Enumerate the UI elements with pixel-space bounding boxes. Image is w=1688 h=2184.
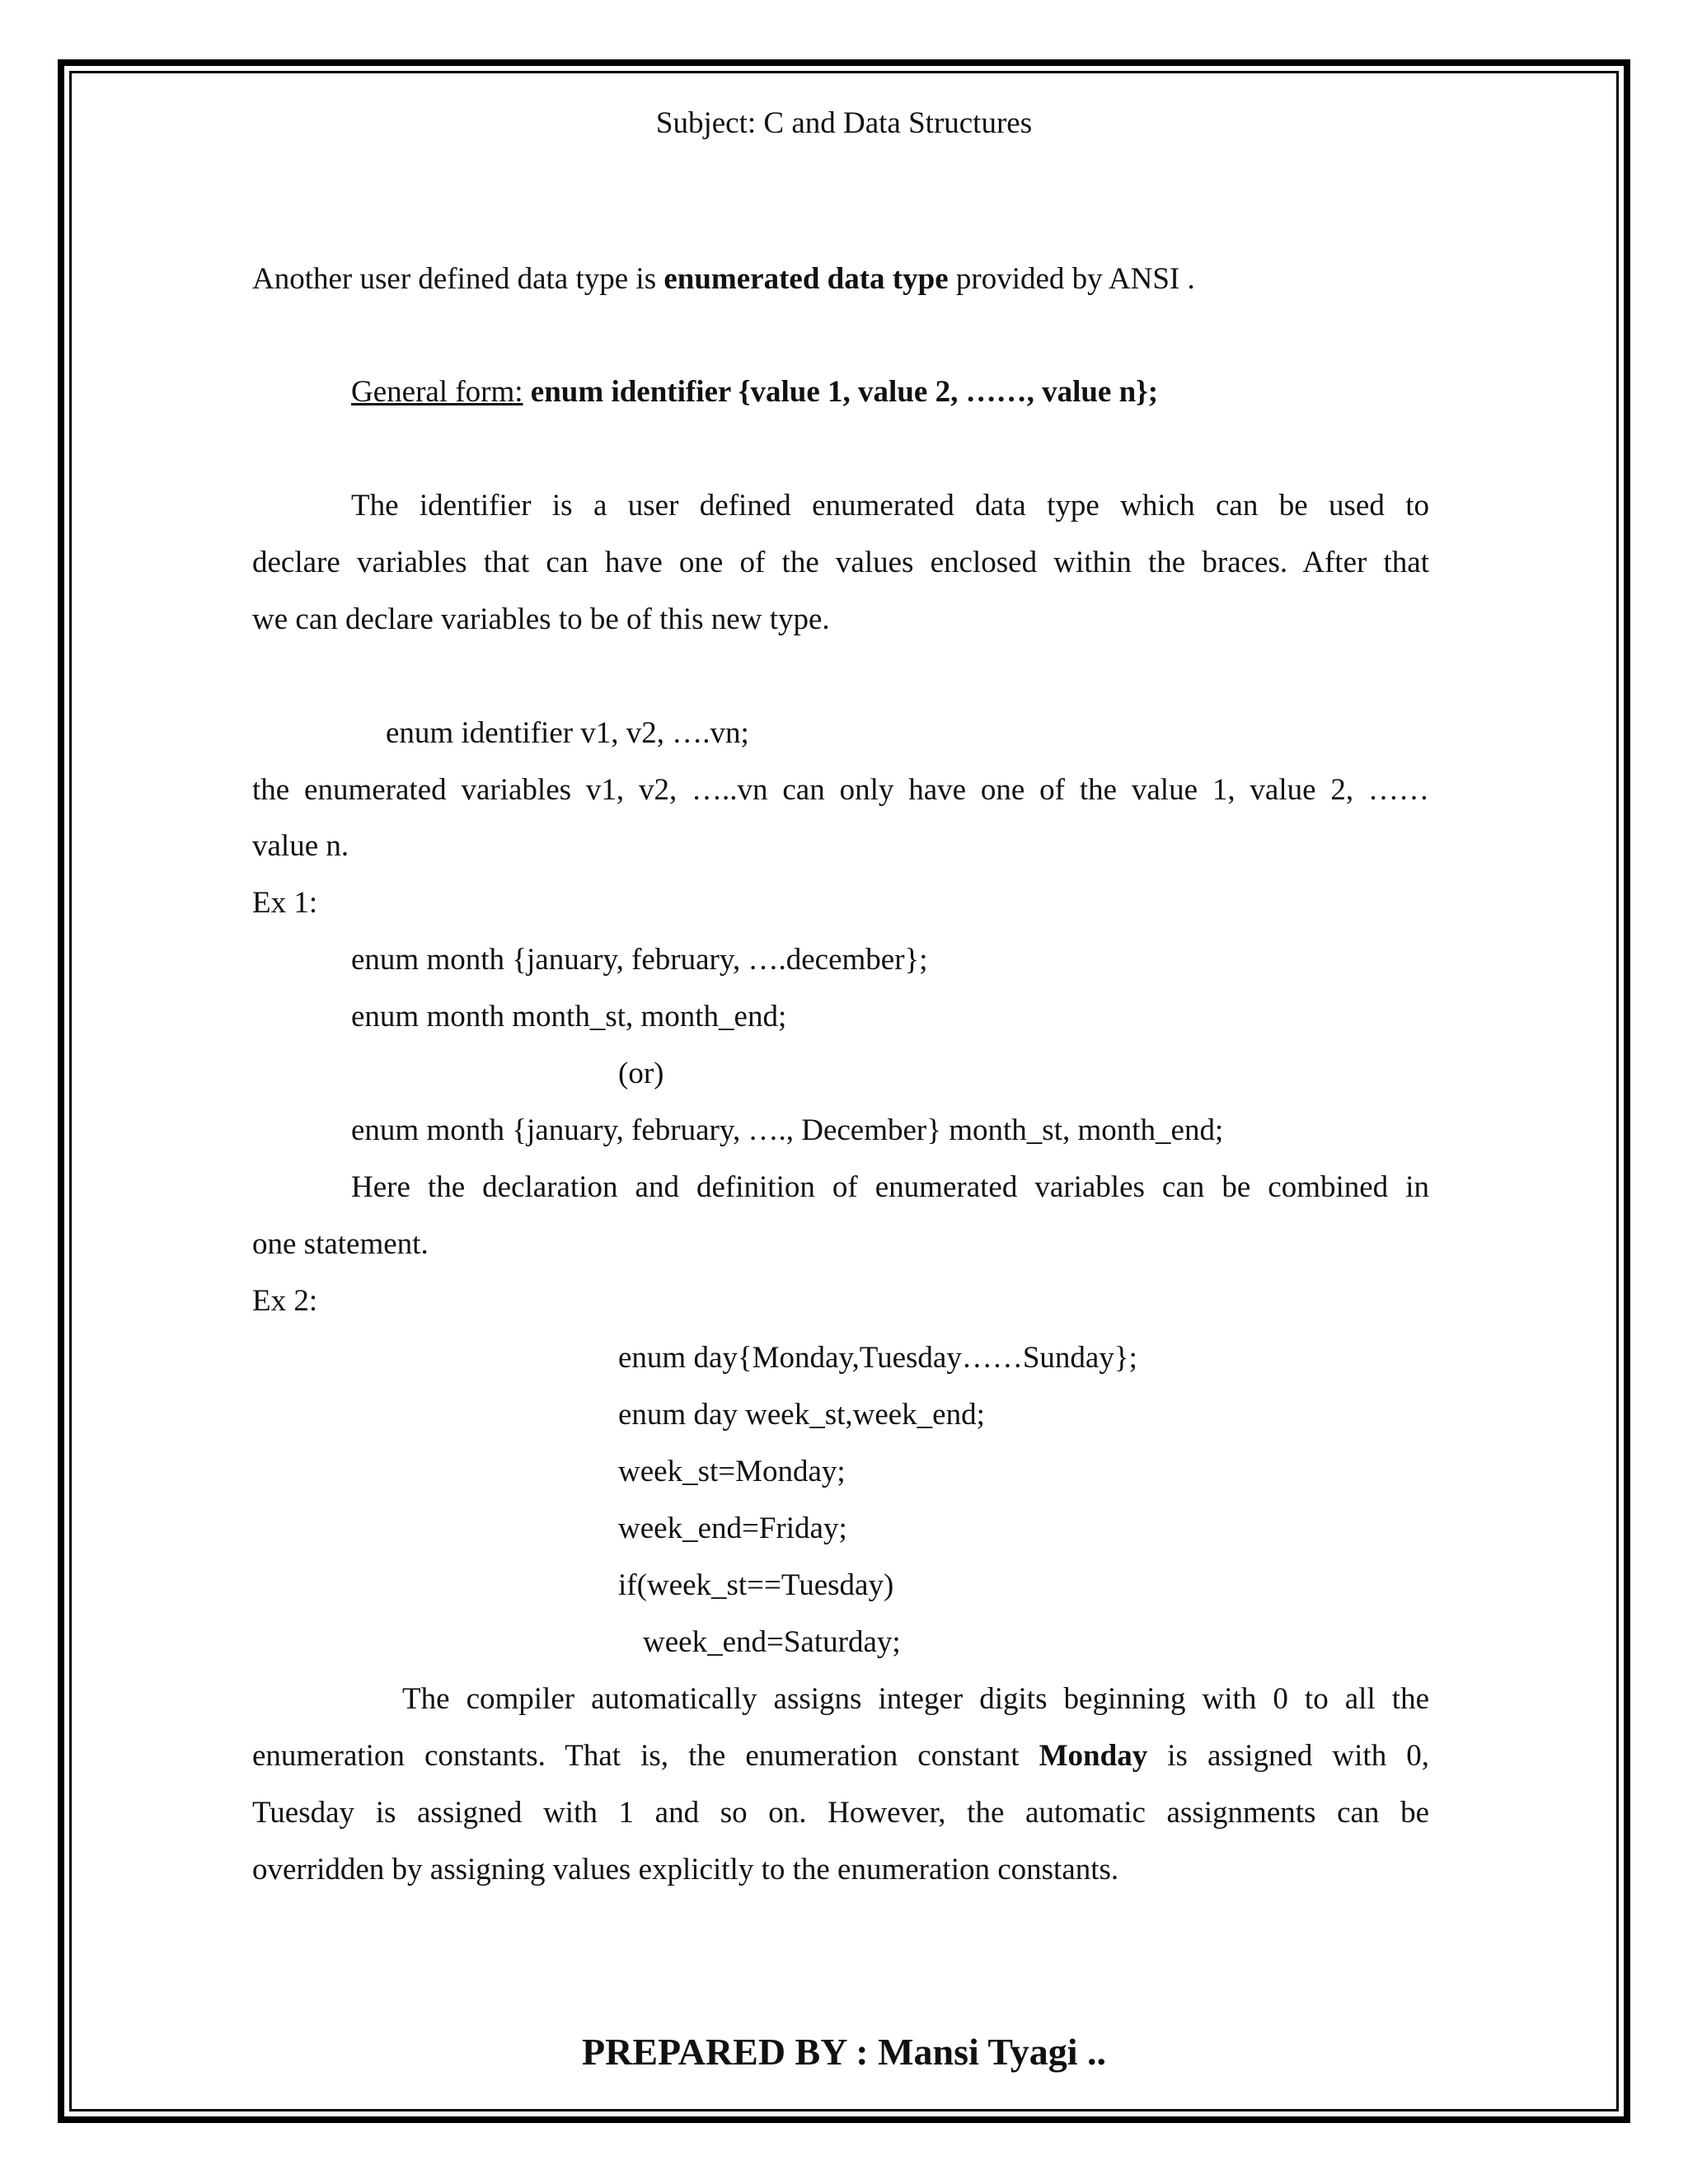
example1-label: Ex 1: [252, 886, 318, 920]
paragraph2-bold-term: Monday [1039, 1739, 1148, 1773]
intro-sentence [252, 260, 1195, 298]
paragraph2-text-2: is assigned with 0, [1147, 1739, 1429, 1773]
example2-code-line: enum day{Monday,Tuesday……Sunday}; [618, 1341, 1137, 1375]
example2-code-line: week_st=Monday; [618, 1455, 846, 1488]
example2-code-line: week_end=Saturday; [643, 1625, 901, 1659]
example1-code3: enum month {january, february, …., December} month_st, month_end; [351, 1113, 1224, 1147]
intro-bold-term: enumerated data type [663, 262, 949, 296]
declaration-line2: value n. [252, 829, 349, 863]
paragraph1-line1: The identifier is a user defined enumerated data type which can be used to [351, 489, 1429, 523]
general-form-syntax: enum identifier {value 1, value 2, ……, value n}; [523, 375, 1159, 409]
general-form [351, 373, 1158, 411]
paragraph2-line1: The compiler automatically assigns integer digits beginning with 0 to all the [402, 1682, 1429, 1716]
paragraph2-line3: Tuesday is assigned with 1 and so on. However, the automatic assignments can be [252, 1796, 1429, 1830]
example1-or: (or) [618, 1057, 664, 1090]
prepared-by-footer: PREPARED BY : Mansi Tyagi .. [582, 2031, 1106, 2073]
example1-note-line1: Here the declaration and definition of enumerated variables can be combined in [351, 1170, 1429, 1204]
paragraph1-line2: declare variables that can have one of the values enclosed within the braces. After that [252, 546, 1429, 579]
example1-code1: enum month {january, february, ….december}; [351, 943, 928, 977]
intro-text-2: provided by ANSI . [948, 262, 1195, 296]
subject-header: Subject: C and Data Structures [655, 106, 1033, 140]
example2-code-line: week_end=Friday; [618, 1511, 847, 1545]
paragraph2-line4: overridden by assigning values explicitly to the enumeration constants. [252, 1853, 1119, 1886]
paragraph1-line3: we can declare variables to be of this new type. [252, 602, 830, 636]
example2-label: Ex 2: [252, 1284, 318, 1318]
example2-code-line: if(week_st==Tuesday) [618, 1568, 894, 1602]
declaration-code: enum identifier v1, v2, ….vn; [386, 716, 749, 750]
paragraph2-text-1: enumeration constants. That is, the enumeration constant [252, 1739, 1039, 1773]
example1-note-line2: one statement. [252, 1227, 429, 1261]
general-form-label: General form: [351, 375, 523, 409]
intro-text-1: Another user defined data type is [252, 262, 664, 296]
example2-code-line: enum day week_st,week_end; [618, 1398, 985, 1432]
example1-code2: enum month month_st, month_end; [351, 1000, 787, 1033]
declaration-line1: the enumerated variables v1, v2, …..vn can only have one of the value 1, value 2, …… [252, 773, 1429, 807]
paragraph2-line2 [252, 1737, 1429, 1775]
